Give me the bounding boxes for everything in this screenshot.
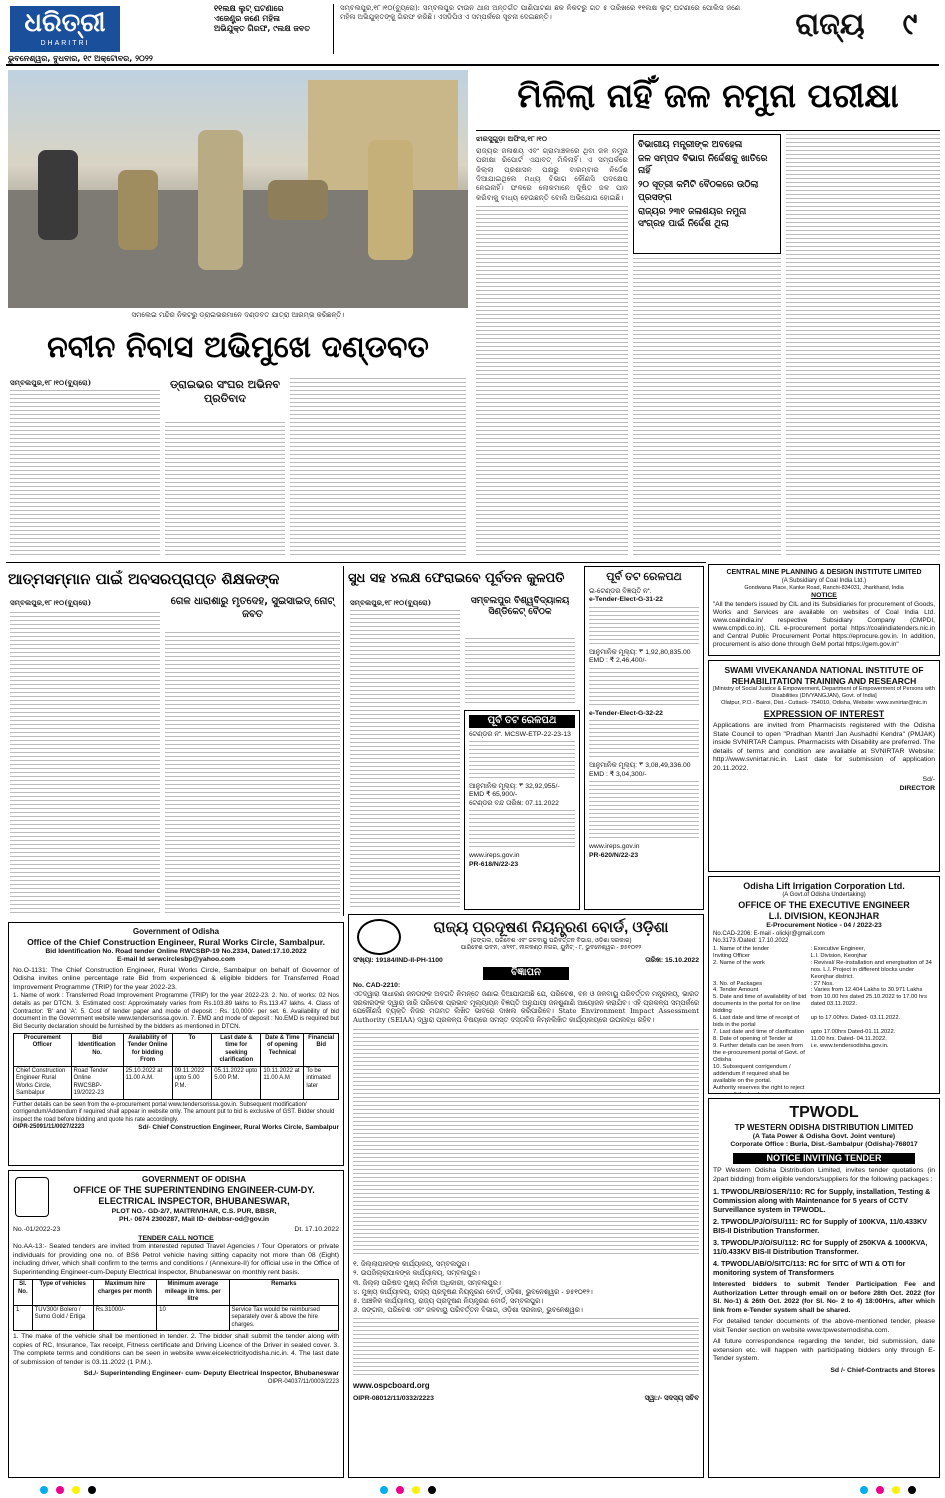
olic-item-label: 7. Last date and time of clarification	[713, 1029, 805, 1036]
teaser-line-1: ୧୧ଲକ୍ଷ ଲୁଟ୍ ଘଟଣାରେ	[214, 4, 284, 13]
olic-title: Odisha Lift Irrigation Corporation Ltd.	[743, 881, 905, 891]
table-header-cell: Sl. No.	[14, 1280, 33, 1306]
odisha-emblem	[15, 1177, 49, 1217]
third-body-col2	[165, 630, 340, 916]
olic-notice: Odisha Lift Irrigation Corporation Ltd. (A Govt.of Odisha Undertaking) OFFICE OF THE EXECUTIVE ENGINEER L.I. DIVISION, KEONJHAR E-Procurement Notice - 04 / 2022-23 No.CAD-2206: E-mail - olickjr@gmail.com No.3173 /Dated: 17.10.2022 1. Name of the tender : Executive Engineer, Inviting Officer L.I. Division, Keonjhar 2. Name of the work : Revival/ Re-installation and energisation of 34 nos. L.I. Project in different blocks under Keonjhar district. 3. No. of Packages : 27 Nos. 4. Tender Amount : Varies from 12.404 Lakhs to 30.971 Lakhs 5. Date and time of availability of bid documents in the portal for on line bidding from 10.00 hrs dated 25.10.2022 to 17.00 hrs dated 03.11.2022. 6. Last date and time of receipt of bids in the portal up to 17.00hrs. Dated- 03.11.2022. 7. Last date and time of clarification upto 17.00hrs Dated-01.11.2022. 8. Date of opening of Tender at 11.00 hrs. Dated- 04.11.2022. 9. Further details can be seen from the e-procurement portal of Govt. of Odisha i.e. www.tendersodisha.gov.in. 10. Subsequent corrigendum / addendum if required shall be available on the portal. Authority reserves the right to reject	[708, 876, 940, 1094]
spcb-emblem	[357, 919, 401, 955]
railway-tender-1-title: ପୂର୍ବ ତଟ ରେଳପଥ	[606, 571, 682, 583]
olic-item-label: 3. No. of Packages	[713, 980, 762, 987]
table-cell: 25.10.2022 at 11.00 A.M.	[123, 1066, 172, 1099]
table-cell: TUV300/ Bolero / Sumo Gold / Ertiga	[32, 1305, 93, 1331]
railway-tender-1: ପୂର୍ବ ତଟ ରେଳପଥ ଇ-ଟେଣ୍ଡର ବିଜ୍ଞପ୍ତି ନଂ. e-Tender-Elect-G-31-22 ଆନୁମାନିକ ମୂଲ୍ୟ: ₹ 1,92,80,835.00 EMD : ₹ 2,46,400/- e-Tender-Elect-G-32-22 ଆନୁମାନିକ ମୂଲ୍ୟ: ₹ 3,08,49,336.00 EMD : ₹ 3,04,300/- www.ireps.gov.in PR-620/N/22-23	[584, 566, 704, 910]
cmpdi-title: CENTRAL MINE PLANNING & DESIGN INSTITUTE LIMITED	[726, 569, 922, 576]
vehicle-table	[13, 1279, 339, 1331]
table-header-cell: To	[172, 1033, 212, 1066]
table-header-cell: Procurement Officer	[14, 1033, 72, 1066]
second-subhead: ଡ୍ରାଇଭର ସଂଘର ଅଭିନବ ପ୍ରତିବାଦ	[170, 378, 280, 405]
table-header-cell: Bid Identification No.	[71, 1033, 123, 1066]
olic-item-label: 2. Name of the work	[713, 959, 765, 966]
olic-item-label: 1. Name of the tender	[713, 945, 770, 952]
olic-item	[713, 1064, 935, 1085]
table-header-cell: Financial Bid	[304, 1033, 339, 1066]
olic-item	[713, 1085, 935, 1094]
railway-tender-2-title: ପୂର୍ବ ତଟ ରେଳପଥ	[469, 715, 575, 728]
teaser-body: ସମ୍ବଲପୁର,୧୮।୧୦(ବ୍ୟୁରୋ): ସମ୍ବଲପୁର ଟାଉନ ଥାନା ଅନ୍ତର୍ଗତ ପାଣିପାଟଣା ଛକ ନିକଟରୁ ଗତ ୫ ତାରିଖରେ ୧୧ଲକ୍ଷ ଲୁଟ୍ ଘଟଣାରେ ପୋଲିସ ଜଣେ ମହିଳା ଅଭିଯୁକ୍ତଙ୍କୁ ଗିରଫ କରିଛି। ଏସଡିପିଓ ଏ ସମ୍ପର୍କରେ ସୂଚନା ଦେଇଛନ୍ତି।	[340, 4, 740, 22]
olic-item-value: L.I. Division, Keonjhar	[810, 952, 868, 959]
bullet-4: ରାଜ୍ୟର ୨୩୧ ଜଳାଶୟର ନମୁନା ସଂଗ୍ରହ ପାଇଁ ନିର୍ଦ୍ଦେଶ ଥିଲା	[638, 206, 747, 229]
olic-item-label: Authority reserves the right to reject	[713, 1084, 805, 1091]
logo-sub: DHARITRI	[40, 40, 90, 47]
cmpdi-notice-heading: NOTICE	[811, 592, 837, 600]
bullet-1: ବିଭାଗୀୟ ମନ୍ତ୍ରୀଙ୍କ ଅବହେଳା	[638, 140, 743, 150]
spcb-list-item: ୫. ଆଞ୍ଚଳିକ କାର୍ଯ୍ୟାଳୟ, ରାଜ୍ୟ ପ୍ରଦୂଷଣ ନିୟନ୍ତ୍ରଣ ବୋର୍ଡ, ସମ୍ବଲପୁର।	[353, 1296, 544, 1305]
lead-bullets	[633, 134, 781, 254]
third-body-col1	[10, 610, 160, 916]
spcb-website-link[interactable]: www.ospcboard.org	[353, 1381, 430, 1391]
olic-item-value: 11.00 hrs. Dated- 04.11.2022.	[810, 1036, 887, 1043]
spcb-title: ରାଜ୍ୟ ପ୍ରଦୂଷଣ ନିୟନ୍ତ୍ରଣ ବୋର୍ଡ, ଓଡ଼ିଶା	[433, 919, 669, 936]
table-header-cell: Minimum average mileage in kms. per litre	[157, 1280, 229, 1306]
tpwodl-heading: NOTICE INVITING TENDER	[733, 1153, 915, 1164]
table-header-cell: Availability of Tender Online for bidding From	[123, 1033, 172, 1066]
olic-item-label: 5. Date and time of availability of bid documents in the portal for on line bidding	[713, 994, 807, 1015]
spcb-list	[353, 1260, 699, 1315]
table-cell: To be intimated later	[304, 1066, 339, 1099]
table-cell: 10	[157, 1305, 229, 1331]
olic-item	[713, 1029, 935, 1036]
olic-item-value: upto 17.00hrs Dated-01.11.2022.	[810, 1029, 896, 1036]
olic-item	[713, 953, 935, 960]
lead-body-col3	[786, 134, 940, 558]
electrical-inspector-notice: GOVERNMENT OF ODISHA OFFICE OF THE SUPERINTENDING ENGINEER-CUM-DY. ELECTRICAL INSPECTOR, BHUBANESWAR, PLOT NO.- GD-2/7, MAITRIVIHAR, C.S. PUR, BBSR, PH.- 0674 2300287, Mail ID- deibbsr-od@gov.in No.-01/2022-23 Dt. 17.10.2022 TENDER CALL NOTICE No.AA-13:- Sealed tenders are invited from interested reputed Travel Agencies / Tour Operators or private individuals for providing one no. of BS6 Petrol vehicle having sitting capacity not more than 08 (Eight) including driver, which shall confirm to the terms and conditions / (Annexure-II) for official use in the Office of Superintending Engineer-cum-Deputy Electrical Inspector, Bhubaneswar on monthly rent basis. Sl. No. Type of vehicles Maximum hire charges per month Minimum average mileage in kms. per litre Remarks 1 TUV300/ Bolero / Sumo Gold / Ertiga Rs.31000/- 10 Service Tax would be reimbursed separately over & above the hire charges. 1. The make of the vehicle shall be mentioned in tender. 2. The bidder shall submit the tender along with copies of RC, Insurance, Tax receipt, Fitness certificate and Driving Licence of the Driver in sealed cover. 3. The complete terms and conditions can be seen in website www.eicelectricityodisha.nic.in. 4. The last date of submission of tender is 03.11.2022 (1 P.M.). Sd./- Superintending Engineer- cum- Deputy Electrical Inspector, Bhubaneswar OIPR-04037/11/0003/2223	[8, 1170, 344, 1478]
photo-caption: ସମଲେଇ ମନ୍ଦିର ନିକଟରୁ ଡ୍ରାଇଭରମାନେ ଦଣ୍ଡବତ ଯାତ୍ରା ଆରମ୍ଭ କରିଛନ୍ତି।	[131, 311, 345, 319]
spcb-list-item: ୩. ଜିଲ୍ଲା ପରିଷଦ ମୁଖ୍ୟ ନିର୍ବାହୀ ଅଧିକାରୀ, ସମ୍ବଲପୁର।	[353, 1278, 501, 1287]
svnirtar-heading: EXPRESSION OF INTEREST	[763, 709, 885, 720]
olic-item-value	[811, 1085, 935, 1094]
fourth-headline: ସୁଧ ସହ ୪ଲକ୍ଷ ଫେରାଇବେ ପୂର୍ବତନ କୁଳପତି	[348, 571, 565, 586]
olic-item-value: from 10.00 hrs dated 25.10.2022 to 17.00 hrs dated 03.11.2022.	[810, 994, 928, 1008]
tpwodl-logo: TPWODL	[789, 1104, 859, 1121]
olic-item-label: 10. Subsequent corrigendum / addendum if required shall be available on the portal.	[713, 1063, 791, 1084]
page-number: ୯	[902, 7, 918, 42]
olic-item	[713, 994, 935, 1015]
logo-text: ଧରିତ୍ରୀ	[24, 8, 106, 38]
table-header-cell: Remarks	[229, 1280, 338, 1306]
lead-body-col1: ରାଜ୍ୟର ଜଳାଶୟ ଏବଂ ଗ୍ରାମାଞ୍ଚଳରେ ଥିବା ଜଳ ନମୁନା ପରୀକ୍ଷା ରିପୋର୍ଟ ଏଯାବତ୍ ମିଳିନାହିଁ। ଏ ସମ୍ପର୍କରେ ଜିଲ୍ଲା ପ୍ରଶାସନ ପକ୍ଷରୁ ବାରମ୍ବାର ନିର୍ଦ୍ଦେଶ ଦିଆଯାଇଥିଲେ ମଧ୍ୟ ବିଭାଗ କୌଣସି ପଦକ୍ଷେପ ନେଇନାହିଁ। ଫଳରେ ଲୋକମାନେ ଦୂଷିତ ଜଳ ପାନ କରିବାକୁ ବାଧ୍ୟ ହେଉଛନ୍ତି ବୋଲି ଅଭିଯୋଗ ହୋଇଛି।	[476, 146, 628, 558]
table-cell: 1	[14, 1305, 33, 1331]
rural-works-title: Office of the Chief Construction Engineer, Rural Works Circle, Sambalpur.	[27, 937, 325, 947]
table-header-cell: Maximum hire charges per month	[93, 1280, 156, 1306]
spcb-list-item: ୪. ମୁଖ୍ୟ କାର୍ଯ୍ୟାଳୟ, ରାଜ୍ୟ ପ୍ରଦୂଷଣ ନିୟନ୍ତ୍ରଣ ବୋର୍ଡ, ଓଡ଼ିଶା, ଭୁବନେଶ୍ୱର - ୭୫୧୦୧୨।	[353, 1287, 593, 1296]
tender-call-heading: TENDER CALL NOTICE	[138, 1234, 214, 1242]
olic-item-value	[811, 1064, 935, 1085]
table-cell: Rs.31000/-	[93, 1305, 156, 1331]
olic-item-value: : Varies from 12.404 Lakhs to 30.971 Lakhs	[810, 987, 923, 994]
news-photo	[8, 70, 468, 308]
olic-item	[713, 1043, 935, 1064]
olic-item	[713, 987, 935, 994]
svnirtar-title: SWAMI VIVEKANANDA NATIONAL INSTITUTE OF REHABILITATION TRAINING AND RESEARCH	[724, 665, 924, 686]
second-body-col3	[290, 378, 466, 558]
olic-item	[713, 1015, 935, 1029]
lead-headline: ମିଳିଲା ନାହିଁ ଜଳ ନମୁନା ପରୀକ୍ଷା	[517, 76, 899, 115]
spcb-list-item: ୬. ଜଙ୍ଗଲ, ପରିବେଶ ଏବଂ ଜଳବାୟୁ ପରିବର୍ତ୍ତନ ବିଭାଗ, ଓଡ଼ିଶା ସରକାର, ଭୁବନେଶ୍ୱର।	[353, 1306, 583, 1315]
table-cell: Service Tax would be reimbursed separately over & above the hire charges.	[229, 1305, 338, 1331]
table-header-cell: Type of vehicles	[32, 1280, 93, 1306]
table-cell: Road Tender Online RWCSBP-19/2022-23	[71, 1066, 123, 1099]
second-body-col1	[10, 390, 160, 558]
table-cell: 10.11.2022 at 11.00 A.M	[261, 1066, 304, 1099]
olic-item-value: : 27 Nos.	[810, 980, 834, 987]
third-dateline: ସମ୍ବଲପୁର,୧୮।୧୦(ବ୍ୟୁରୋ)	[10, 598, 92, 607]
rural-works-table	[13, 1033, 339, 1100]
bullet-3: ୨୦ ସୂତ୍ରୀ କମିଟି ବୈଠକରେ ଉଠିଲା ପ୍ରସଙ୍ଗ	[638, 180, 759, 203]
teaser-headline	[214, 4, 334, 54]
olic-item	[713, 960, 935, 981]
olic-item-value: up to 17.00hrs. Dated- 03.11.2022.	[810, 1015, 901, 1022]
fourth-dateline: ସମ୍ବଲପୁର,୧୮।୧୦(ବ୍ୟୁରୋ)	[350, 598, 432, 607]
spcb-list-item: ୨. ଉପଜିଲ୍ଲାପାଳଙ୍କ କାର୍ଯ୍ୟାଳୟ, ସମ୍ବଲପୁର।	[353, 1269, 480, 1278]
fourth-body	[350, 610, 460, 910]
olic-item-value: : Revival/ Re-installation and energisation of 34 nos. L.I. Project in different blocks under Keonjhar district.	[810, 959, 932, 980]
olic-item-label: 4. Tender Amount	[713, 987, 759, 994]
olic-item-label: 8. Date of opening of Tender at	[713, 1036, 793, 1043]
dharitri-logo	[10, 6, 120, 52]
olic-item-label: 9. Further details can be seen from the e-procurement portal of Govt. of Odisha	[713, 1043, 805, 1063]
section-name: ରାଜ୍ୟ	[795, 7, 865, 42]
olic-item-value: i.e. www.tendersodisha.gov.in.	[810, 1043, 889, 1050]
svnirtar-notice: SWAMI VIVEKANANDA NATIONAL INSTITUTE OF REHABILITATION TRAINING AND RESEARCH [Ministry of Social Justice & Empowerment, Department of Empowerment of Persons with Disabilities (DIVYANGJAN), Govt. of India] Olatpur, P.O.- Bairoi, Dist.- Cuttack- 754010, Odisha, Website: www.svnirtar@nic.in EXPRESSION OF INTEREST Applications are invited from Pharmacists registered with the Odisha State Council to open "Pradhan Mantri Jan Aushadhi Kendra" (PMJAK) inside SVNIRTAR Campus. Pharmacists with Disability are preferred. The details of terms and condition are available at SVNIRTAR Website: http://www.svnirtar.nic.in. Last date for submission of application 20.11.2022. Sd/- DIRECTOR	[708, 660, 940, 872]
cmpdi-notice: CENTRAL MINE PLANNING & DESIGN INSTITUTE LIMITED (A Subsidiary of Coal India Ltd.) Gondwana Place, Kanke Road, Ranchi-834031, Jharkhand, India NOTICE "All the tenders issued by CIL and its Subsidiaries for procurement of Goods, Works and Services are available on websites of Coal India Ltd. www.coalindia.in/ respective Subsidiary Company (CMPDI, www.cmpdi.co.in), CIL e-procurement portal https://coalindiatenders.nic.in and Central Public Procurement Portal https://eprocure.gov.in. In addition, procurement is also done through GeM portal https://gem.gov.in"	[708, 564, 940, 656]
table-header-cell: Last date & time for seeking clarification	[212, 1033, 261, 1066]
olic-item-value: : Executive Engineer,	[810, 945, 866, 952]
second-dateline: ସମ୍ବଲପୁର,୧୮।୧୦(ବ୍ୟୁରୋ)	[10, 378, 92, 387]
olic-items	[713, 946, 935, 1094]
spcb-notice: ରାଜ୍ୟ ପ୍ରଦୂଷଣ ନିୟନ୍ତ୍ରଣ ବୋର୍ଡ, ଓଡ଼ିଶା (ଜଙ୍ଗଲ, ପରିବେଶ ଏବଂ ଜଳବାୟୁ ପରିବର୍ତ୍ତନ ବିଭାଗ, ଓଡ଼ିଶା ସରକାର) ପାରିବେଶ ଭବନ, ଏ/୧୧୮, ନୀଳକଣ୍ଠ ନଗର, ୟୁନିଟ୍ - ୮, ଭୁବନେଶ୍ୱର - ୭୫୧୦୧୨ ସଂଖ୍ୟା: 19184/IND-II-PH-1100 ତାରିଖ: 15.10.2022 ବିଜ୍ଞାପନ No. CAD-2210: ଏତଦ୍ୱାରା ସାଧାରଣ ଜନତାଙ୍କ ଅବଗତି ନିମନ୍ତେ ଜଣାଇ ଦିଆଯାଉଅଛି ଯେ, ପରିବେଶ, ବନ ଓ ଜଳବାୟୁ ପରିବର୍ତ୍ତନ ମନ୍ତ୍ରାଳୟ, ଭାରତ ସରକାରଙ୍କ ଦ୍ୱାରା ଜାରି ପରିବେଶ ପ୍ରଭାବ ମୂଲ୍ୟାୟନ ବିଜ୍ଞପ୍ତି ଅନୁଯାୟୀ ଜନଶୁଣାଣି ଆୟୋଜନ କରାଯିବ। ଏହି ପ୍ରକଳ୍ପ ସମ୍ପର୍କରେ ଯେକୌଣସି ବ୍ୟକ୍ତି ନିଜର ମତାମତ ଲିଖିତ ଭାବରେ ଦାଖଲ କରିପାରିବେ। State Environment Impact Assessment Authority (SEIAA) ଦ୍ୱାରା ପ୍ରକଳ୍ପ ବିଷୟରେ ସମସ୍ତ ଦସ୍ତାବିଜ ନିମ୍ନଲିଖିତ କାର୍ଯ୍ୟାଳୟରେ ଉପଲବ୍ଧ ରହିବ। ୧. ଜିଲ୍ଲାପାଳଙ୍କ କାର୍ଯ୍ୟାଳୟ, ସମ୍ବଲପୁର। ୨. ଉପଜିଲ୍ଲାପାଳଙ୍କ କାର୍ଯ୍ୟାଳୟ, ସମ୍ବଲପୁର। ୩. ଜିଲ୍ଲା ପରିଷଦ ମୁଖ୍ୟ ନିର୍ବାହୀ ଅଧିକାରୀ, ସମ୍ବଲପୁର। ୪. ମୁଖ୍ୟ କାର୍ଯ୍ୟାଳୟ, ରାଜ୍ୟ ପ୍ରଦୂଷଣ ନିୟନ୍ତ୍ରଣ ବୋର୍ଡ, ଓଡ଼ିଶା, ଭୁବନେଶ୍ୱର - ୭୫୧୦୧୨। ୫. ଆଞ୍ଚଳିକ କାର୍ଯ୍ୟାଳୟ, ରାଜ୍ୟ ପ୍ରଦୂଷଣ ନିୟନ୍ତ୍ରଣ ବୋର୍ଡ, ସମ୍ବଲପୁର। ୬. ଜଙ୍ଗଲ, ପରିବେଶ ଏବଂ ଜଳବାୟୁ ପରିବର୍ତ୍ତନ ବିଭାଗ, ଓଡ଼ିଶା ସରକାର, ଭୁବନେଶ୍ୱର। www.ospcboard.org OIPR-08012/11/0332/2223 ସ୍ୱା:/- ସଦସ୍ୟ ସଚିବ	[348, 914, 704, 1478]
second-headline: ନବୀନ ନିବାସ ଅଭିମୁଖେ ଦଣ୍ଡବତ	[47, 330, 429, 365]
spcb-list-item: ୧. ଜିଲ୍ଲାପାଳଙ୍କ କାର୍ଯ୍ୟାଳୟ, ସମ୍ବଲପୁର।	[353, 1260, 470, 1269]
fourth-subhead: ସମ୍ବଲପୁର ବିଶ୍ୱବିଦ୍ୟାଳୟ ସିଣ୍ଡିକେଟ୍ ବୈଠକ	[470, 596, 570, 618]
third-headline: ଆତ୍ମସମ୍ମାନ ପାଇଁ ଅବସରପ୍ରାପ୍ତ ଶିକ୍ଷକଙ୍କ	[8, 570, 280, 588]
fourth-body-2	[465, 638, 575, 706]
masthead	[0, 0, 945, 64]
lead-dateline: ଝାରସୁଗୁଡ଼ା ଅଫିସ,୧୮।୧୦	[476, 134, 548, 143]
olic-item-label: 6. Last date and time of receipt of bids in the portal	[713, 1015, 800, 1029]
second-body-col2	[165, 420, 285, 558]
print-color-bar	[0, 1482, 945, 1498]
olic-item	[713, 946, 935, 953]
olic-item-label: Inviting Officer	[713, 952, 750, 959]
olic-item	[713, 1036, 935, 1043]
spcb-heading: ବିଜ୍ଞାପନ	[483, 967, 569, 980]
railway-tender-2: ପୂର୍ବ ତଟ ରେଳପଥ ଟେଣ୍ଡର ନଂ. MCSW-ETP-22-23-13 ଆନୁମାନିକ ମୂଲ୍ୟ: ₹ 32,92,955/- EMD ₹ 65,900/- ଟେଣ୍ଡର ବନ୍ଦ ତାରିଖ: 07.11.2022 www.ireps.gov.in PR-618/N/22-23	[464, 710, 580, 910]
table-cell: Chief Construction Engineer Rural Works Circle, Sambalpur	[14, 1066, 72, 1099]
rural-works-notice: Government of Odisha Office of the Chief Construction Engineer, Rural Works Circle, Sambalpur. Bid Identification No. Road tender Online RWCSBP-19 No.2334, Dated:17.10.2022 E-mail Id serwcirclesbp@yahoo.com No.O-1131: The Chief Construction Engineer, Rural Works Circle, Sambalpur on behalf of Governor of Odisha invites online percentage rate Bid from experienced & eligible bidders for Transferred Road Improvement Programme (TRIP) for the year 2022-23. 1. Name of work : Transferred Road Improvement Programme (TRIP) for the year 2022-23. 2. No. of works: 02 Nos details as per DTCN. 3. Estimated cost: Approximately varies from Rs.103.89 lakhs to Rs.113.47 lakhs. 4. Class of Contractor: 'B' and 'A'. 5. Cost of tender paper and mode of deposit : Rs. 10,000/- per set. 6. Availability of bid document in the Government website www.tendersorissa.gov.in. 7. EMD and mode of deposit : No.EMD is required but Bid Security declaration should be furnished by the bidders as mentioned in DTCN. Procurement Officer Bid Identification No. Availability of Tender Online for bidding From To Last date & time for seeking clarification Date & Time of opening Technical Financial Bid Chief Construction Engineer Rural Works Circle, Sambalpur Road Tender Online RWCSBP-19/2022-23 25.10.2022 at 11.00 A.M. 09.11.2022 upto 5.00 P.M. 05.11.2022 upto 5.00 P.M. 10.11.2022 at 11.00 A.M To be intimated later Further details can be seen from the e-procurement portal www.tendersorissa.gov.in. Subsequent modification/ corrigendum/Addendum if required shall appear in website only. The amount put to bid is exclusive of GST. Bidder should inspect the road before bidding and quote his rate accordingly. OIPR-25091/11/0027/2223 Sd/- Chief Construction Engineer, Rural Works Circle, Sambalpur	[8, 922, 344, 1166]
lead-body-col2	[633, 258, 781, 558]
tpwodl-notice: TPWODL TP WESTERN ODISHA DISTRIBUTION LIMITED (A Tata Power & Odisha Govt. Joint venture) Corporate Office : Burla, Dist.-Sambalpur (Odisha)-768017 NOTICE INVITING TENDER TP Western Odisha Distribution Limited, invites tender quotations (in 2part bidding) from eligible vendors/suppliers for the following packages : 1. TPWODL/RB/OSER/110: RC for Supply, installation, Testing & Commission along with Maintenance for 5 years of CCTV Surveillance system in TPWODL. 2. TPWODL/PJ/O/SU/111: RC for Supply of 100KVA, 11/0.433KV BIS-II Distribution Transformer. 3. TPWODL/PJ/O/SU/112: RC for Supply of 250KVA & 1000KVA, 11/0.433KV BIS-II Distribution Transformer. 4. TPWODL/AB/O/SITC/113: RC for SITC of WTI & OTI for monitoring system of Transformers Interested bidders to submit Tender Participation Fee and Authorization Letter through email on or before 28th Oct. 2022 (for Sl. No-1) & 26th Oct. 2022 (for Sl. No- 2 to 4) 18:00Hrs, after which link from e-Tender system shall be shared. For detailed tender documents of the above-mentioned tender, please visit Tender section on website www.tpwesternodisha.com. All future correspondence regarding the tender, bid submission, date extension etc. will happen with participating bidders only through E-Tender system. Sd /- Chief-Contracts and Stores	[708, 1098, 940, 1478]
olic-item	[713, 981, 935, 988]
teaser-line-2: ଏଜେଣ୍ଟ୍ର ଜଣେ ମହିଳା	[214, 14, 280, 23]
table-cell: 05.11.2022 upto 5.00 P.M.	[212, 1066, 261, 1099]
bullet-2: ଜଳ ସମ୍ପଦ ବିଭାଗ ନିର୍ଦ୍ଦେଶକୁ ଖାତିରେ ନାହିଁ	[638, 154, 768, 177]
teaser-line-3: ଅଭିଯୁକ୍ତ ଗିରଫ, ୯ଲକ୍ଷ ଜବତ	[214, 24, 311, 33]
table-header-cell: Date & Time of opening Technical	[261, 1033, 304, 1066]
electrical-inspector-title: OFFICE OF THE SUPERINTENDING ENGINEER-CUM-DY. ELECTRICAL INSPECTOR, BHUBANESWAR,	[73, 1185, 315, 1207]
third-subhead: ଗେଳ ଧାରାଶାରୁ ମୃତଦେହ, ସୁଇସାଇଡ୍ ନୋଟ୍ ଜବତ	[170, 596, 335, 620]
table-cell: 09.11.2022 upto 5.00 P.M.	[172, 1066, 212, 1099]
dateline: ଭୁବନେଶ୍ୱର, ବୁଧବାର, ୧୯ ଅକ୍ଟୋବର, ୨୦୨୨	[8, 54, 153, 63]
